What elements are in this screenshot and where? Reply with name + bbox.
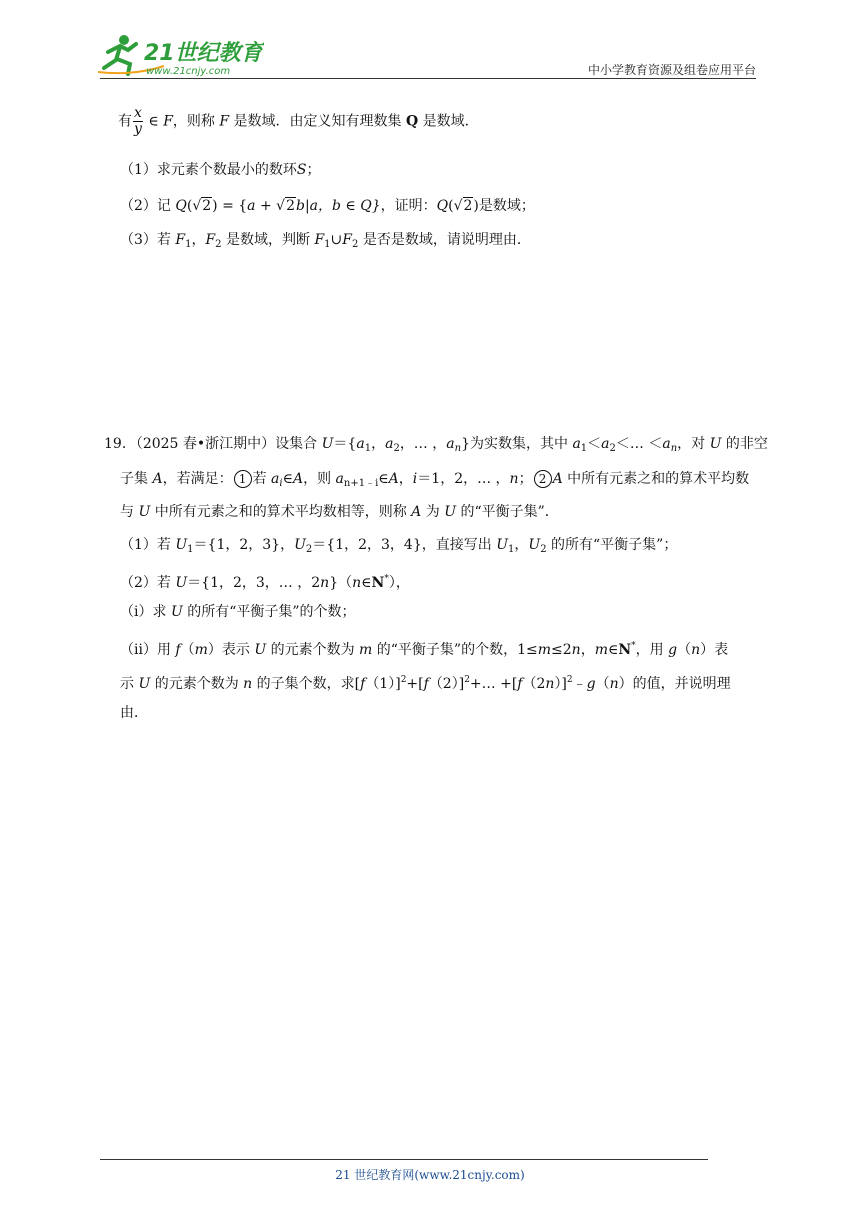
circled-number-2: 2 <box>534 470 552 488</box>
q18-part3: （3）若 $F_1$，$F_2$ 是数域，判断 $F_1\cup F_2$ 是否是数域，请说明理由． <box>120 232 531 250</box>
header-divider <box>100 78 756 79</box>
q18-part2: （2）记 Q(√2) = {a + √2b|a，b ∈ Q}，证明：Q(√2)是数域； <box>120 198 535 214</box>
q19-part1: （1）若 $U_1=\{1$，2，3}，$U_2=\{1$，2，3，4}，直接写出 $U_1$，$U_2$ 的所有“平衡子集”； <box>120 537 678 555</box>
footer-divider <box>100 1159 708 1160</box>
q18-part1: （1）求元素个数最小的数环S； <box>120 162 321 178</box>
q18-definition-line: 有 $\frac{x}{y}$ ∈ F，则称 F 是数域．由定义知有理数集 Q 是数域． <box>118 105 479 137</box>
site-logo[interactable] <box>94 30 264 80</box>
site-name: 中小学教育资源及组卷应用平台 <box>587 63 756 77</box>
runner-logo-icon <box>94 30 264 80</box>
q19-stem-line3: 与 U 中所有元素之和的算术平均数相等，则称 A 为 U 的“平衡子集”． <box>120 504 559 520</box>
fraction-x-over-y: $\frac{x}{y}$ <box>134 105 142 137</box>
q19-part2-ii-line1: （ⅱ）用 f（m）表示 U 的元素个数为 m 的“平衡子集”的个数，1≤m≤2n，m∈N*，用 g（n）表 <box>120 641 729 658</box>
q19-stem-line1: 19．（2025 春•浙江期中）设集合 $U=\{a_1$，$a_2$，… ，$a_n$}为实数集，其中 $a_1<a_2<\dots <a_n$，对 U 的非空 <box>104 436 768 454</box>
logo-url: www.21cnjy.com <box>146 66 231 77</box>
footer-link[interactable]: 21 世纪教育网(www.21cnjy.com) <box>335 1168 525 1182</box>
logo-text: 21世纪教育 <box>144 41 263 66</box>
q19-part2: （2）若 U＝{1，2，3，… ，2n}（n∈N*）， <box>120 574 410 591</box>
q19-part2-ii-line2: 示 U 的元素个数为 n 的子集个数，求$[f(1)]^2+[f(2)]^2+\dots$ $+[f(2n)]^2﹣g(n)$的值，并说明理 <box>120 675 731 692</box>
q19-stem-line2: 子集 A，若满足： 1 若 $a_i\in A$，则 $a_{n+1﹣i}\in A$，i＝1，2，… ，n； 2 A 中所有元素之和的算术平均数 <box>120 471 750 489</box>
q19-part2-ii-line3: 由． <box>120 705 148 721</box>
q19-part2-i: （ⅰ）求 U 的所有“平衡子集”的个数； <box>120 604 356 620</box>
circled-number-1: 1 <box>234 470 252 488</box>
